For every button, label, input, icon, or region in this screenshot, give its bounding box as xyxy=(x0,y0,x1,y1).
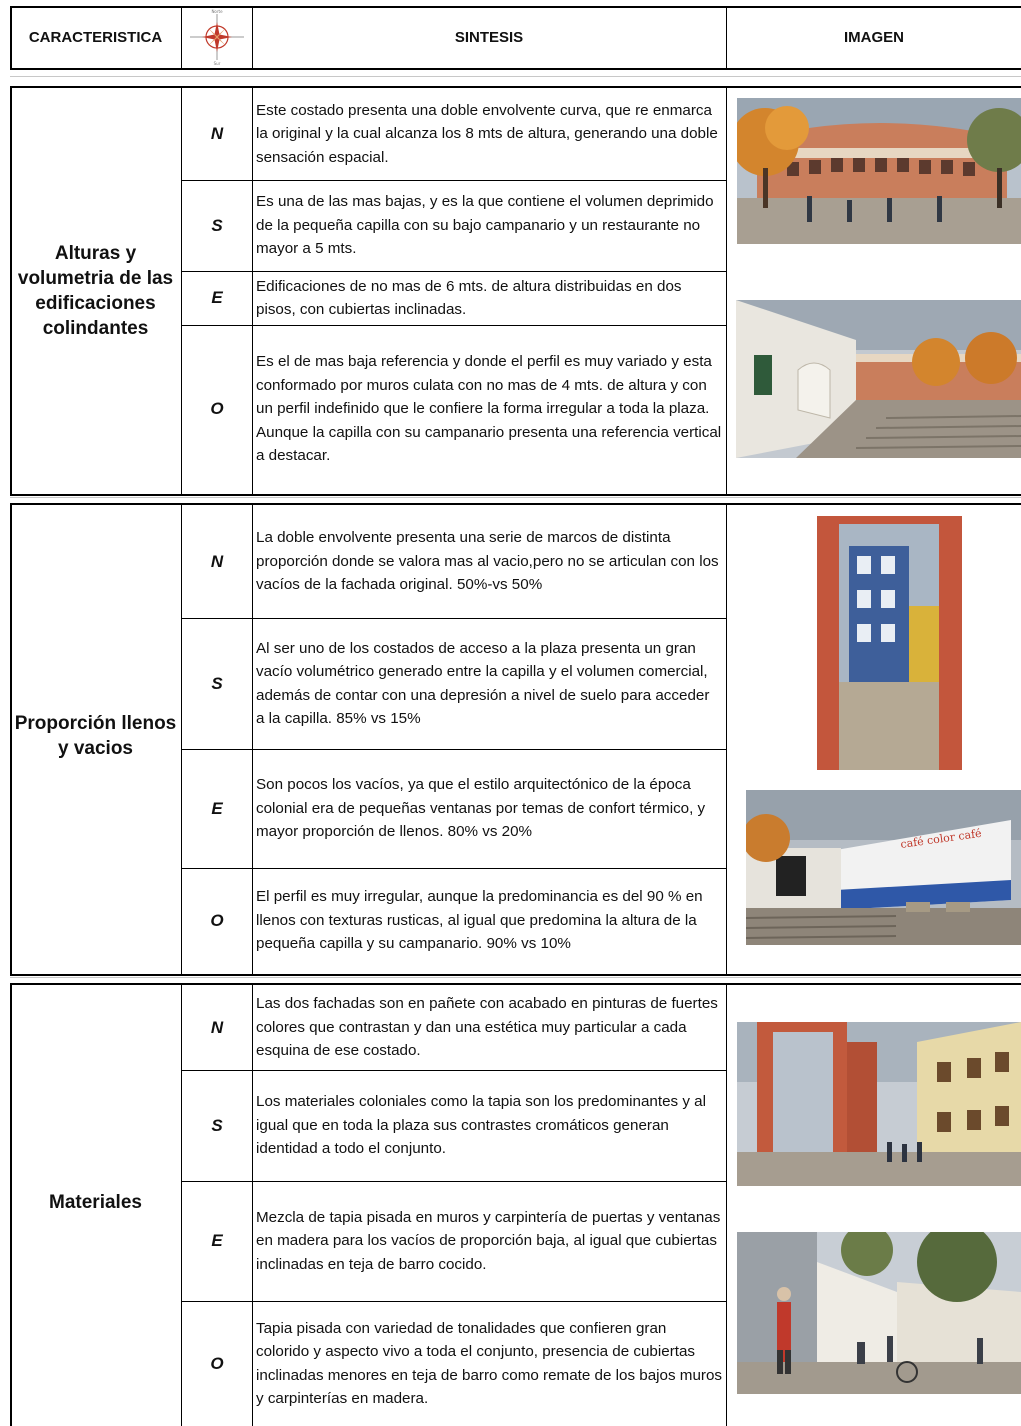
table-rule xyxy=(726,983,727,1426)
street-scene-photo xyxy=(737,1232,1021,1394)
table-rule xyxy=(10,977,1021,978)
orange-frames-photo xyxy=(737,1022,1021,1186)
table-rule xyxy=(10,6,12,70)
svg-text:Sur: Sur xyxy=(213,61,221,66)
direction-n: N xyxy=(210,124,224,143)
synthesis-text: Al ser uno de los costados de acceso a la plaza presenta un gran vacío volumétrico generado entre la capilla y el volumen comercial, además de contar con una depresión a nivel de suelo para acceder a la capilla. 85% vs 15% xyxy=(256,639,710,727)
cafe-photo xyxy=(746,790,1021,945)
direction-o: O xyxy=(210,910,224,930)
table-rule xyxy=(10,68,1021,70)
table-rule xyxy=(10,974,1021,976)
direction-s: S xyxy=(211,215,223,235)
header-imagen: IMAGEN xyxy=(844,28,904,46)
header-caracteristica: CARACTERISTICA xyxy=(28,28,163,46)
table-rule xyxy=(726,6,727,70)
framed-building-photo xyxy=(817,516,962,770)
synthesis-text: Es una de las mas bajas, y es la que contiene el volumen deprimido de la pequeña capilla con su bajo campanario y un restaurante no mayor a 5 mts. xyxy=(256,193,714,258)
synthesis-text: Las dos fachadas son en pañete con acabado en pinturas de fuertes colores que contrastan y dan una estética muy particular a cada esquina de ese costado. xyxy=(256,995,718,1060)
plaza-photo xyxy=(737,98,1021,244)
synthesis-text: Es el de mas baja referencia y donde el perfil es muy variado y esta conformado por muros culata con no mas de 4 mts. de altura y con un perfil indefinido que le confiere la forma irregular a toda la plaza. Aunque la capilla con su campanario presenta una referencia vertical a destacar. xyxy=(256,353,722,465)
table-rule xyxy=(181,6,182,70)
table-rule xyxy=(726,86,727,494)
synthesis-text: Este costado presenta una doble envolvente curva, que re enmarca la original y la cual alcanza los 8 mts de altura, generando una doble sensación espacial. xyxy=(256,101,718,166)
direction-s: S xyxy=(211,1115,223,1135)
direction-e: E xyxy=(211,798,223,818)
synthesis-text: Tapia pisada con variedad de tonalidades que confieren gran colorido y aspecto vivo a toda el conjunto, presencia de cubiertas inclinadas menores en teja de barro como remate de los bajos muros y carpinterías en madera. xyxy=(256,1319,722,1407)
section-title-materiales: Materiales xyxy=(49,1192,142,1213)
direction-o: O xyxy=(210,399,224,418)
svg-text:Norte: Norte xyxy=(211,9,223,14)
table-rule xyxy=(10,497,1021,498)
section-title-proporcion: Proporción llenos y vacios xyxy=(14,713,177,759)
section-title-alturas: Alturas y volumetria de las edificaciones colindantes xyxy=(17,242,174,339)
direction-n: N xyxy=(210,1017,224,1037)
direction-e: E xyxy=(211,288,223,307)
table-rule xyxy=(10,76,1021,77)
synthesis-text: La doble envolvente presenta una serie de marcos de distinta proporción donde se valora mas al vacio,pero no se articulan con los vacíos de la fachada original. 50%-vs 50% xyxy=(256,529,719,594)
synthesis-text: Los materiales coloniales como la tapia son los predominantes y al igual que en toda la plaza sus contrastes cromáticos generan identidad a todo el conjunto. xyxy=(256,1093,706,1158)
direction-o: O xyxy=(210,1353,224,1373)
table-rule xyxy=(726,503,727,974)
synthesis-text: El perfil es muy irregular, aunque la predominancia es del 90 % en llenos con texturas rusticas, al igual que predomina la altura de la pequeña capilla y su campanario. 90% vs 10% xyxy=(256,888,703,953)
synthesis-text: Mezcla de tapia pisada en muros y carpintería de puertas y ventanas en madera para los vacíos de proporción baja, al igual que cubiertas inclinadas en teja de barro cocido. xyxy=(256,1208,721,1273)
svg-text:café color café: café color café xyxy=(899,826,983,851)
chapel-photo xyxy=(736,300,1021,458)
direction-e: E xyxy=(211,1231,223,1250)
synthesis-text: Son pocos los vacíos, ya que el estilo arquitectónico de la época colonial era de pequeñas ventanas por temas de confort térmico, y mayor proporción de llenos. 80% vs 20% xyxy=(256,776,706,841)
table-rule xyxy=(10,6,1021,8)
direction-n: N xyxy=(210,551,224,571)
synthesis-text: Edificaciones de no mas de 6 mts. de altura distribuidas en dos pisos, con cubiertas inclinadas. xyxy=(256,277,682,318)
direction-s: S xyxy=(211,673,223,693)
table-rule xyxy=(252,6,253,70)
table-rule xyxy=(10,494,1021,496)
header-sintesis: SINTESIS xyxy=(454,28,524,46)
compass-rose-icon xyxy=(186,8,248,66)
